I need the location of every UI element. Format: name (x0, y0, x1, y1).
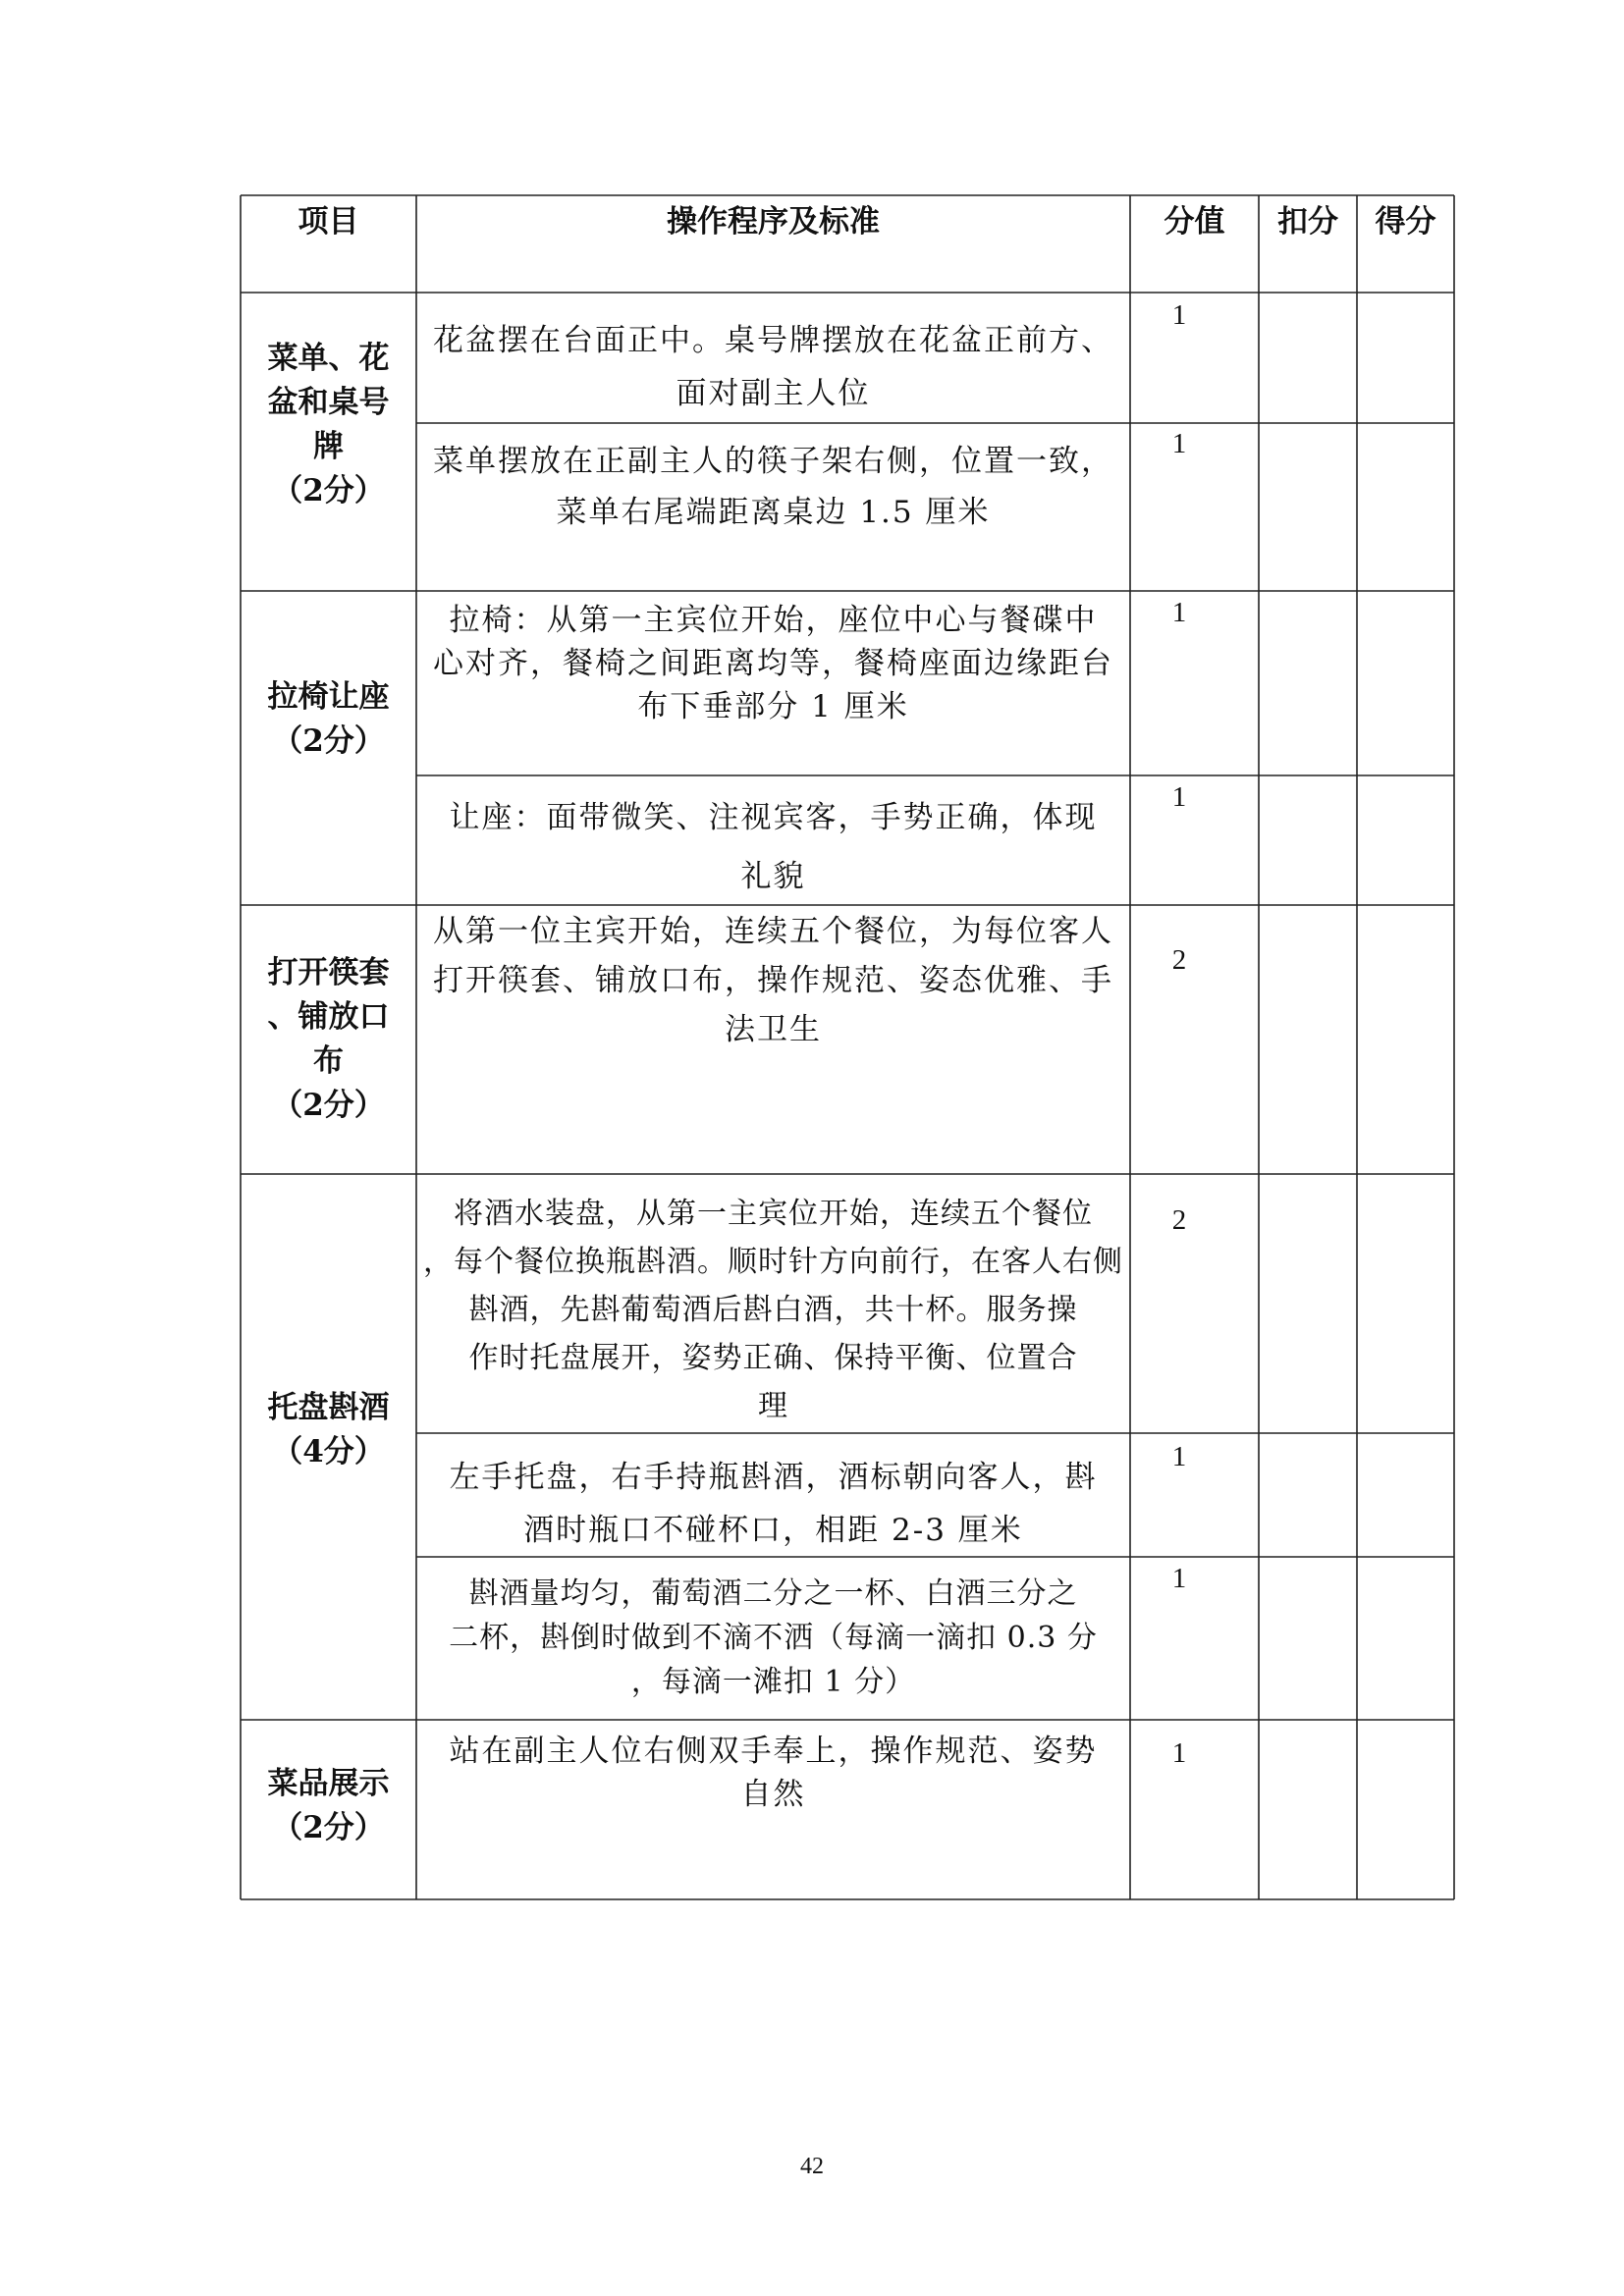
standard-text: 左手托盘，右手持瓶斟酒，酒标朝向客人，斟 酒时瓶口不碰杯口，相距 2-3 厘米 (449, 1460, 1098, 1548)
points-value: 1 (1171, 299, 1187, 331)
standard-text: 站在副主人位右侧双手奉上，操作规范、姿势 自然 (449, 1734, 1098, 1812)
standard-text: 斟酒量均匀，葡萄酒二分之一杯、白酒三分之 二杯，斟倒时做到不滴不洒（每滴一滴扣 0.3 分 ，每滴一滩扣 1 分） (449, 1576, 1098, 1699)
page-number: 42 (800, 2154, 824, 2179)
standard-text: 从第一位主宾开始，连续五个餐位，为每位客人 打开筷套、铺放口布，操作规范、姿态优雅、手 法卫生 (433, 914, 1113, 1047)
item-open-chopstick-sleeve-napkin: 打开筷套 、铺放口 布 （2分） (267, 955, 390, 1123)
points-value: 1 (1171, 1441, 1187, 1472)
item-menu-flowerpot-tablenumber: 菜单、花 盆和桌号 牌 （2分） (267, 341, 390, 508)
points-value: 1 (1171, 1737, 1187, 1769)
item-tray-wine-pouring: 托盘斟酒 （4分） (267, 1390, 390, 1469)
standard-text: 让座：面带微笑、注视宾客，手势正确，体现 礼貌 (449, 800, 1098, 894)
points-value: 1 (1171, 781, 1187, 813)
points-value: 1 (1171, 597, 1187, 628)
standard-text: 菜单摆放在正副主人的筷子架右侧，位置一致， 菜单右尾端距离桌边 1.5 厘米 (433, 444, 1113, 530)
standard-text: 花盆摆在台面正中。桌号牌摆放在花盆正前方、 面对副主人位 (433, 323, 1113, 411)
header-deduction: 扣分 (1277, 204, 1338, 240)
points-value: 1 (1171, 1563, 1187, 1594)
header-item: 项目 (298, 204, 359, 240)
standard-text: 将酒水装盘，从第一主宾位开始，连续五个餐位 ，每个餐位换瓶斟酒。顺时针方向前行，在客人右侧 斟酒，先斟葡萄酒后斟白酒，共十杯。服务操 作时托盘展开，姿势正确、保持平衡、位置合 理 (423, 1197, 1123, 1423)
item-dish-presentation: 菜品展示 （2分） (267, 1766, 390, 1845)
header-score: 得分 (1375, 204, 1436, 240)
header-standard: 操作程序及标准 (667, 204, 880, 240)
standard-text: 拉椅：从第一主宾位开始，座位中心与餐碟中 心对齐，餐椅之间距离均等，餐椅座面边缘距台 布下垂部分 1 厘米 (433, 603, 1113, 724)
points-value: 1 (1171, 428, 1187, 459)
item-pull-chair-seat-guest: 拉椅让座 （2分） (267, 679, 390, 759)
header-points: 分值 (1164, 204, 1225, 240)
points-value: 2 (1171, 1204, 1187, 1236)
points-value: 2 (1171, 944, 1187, 976)
